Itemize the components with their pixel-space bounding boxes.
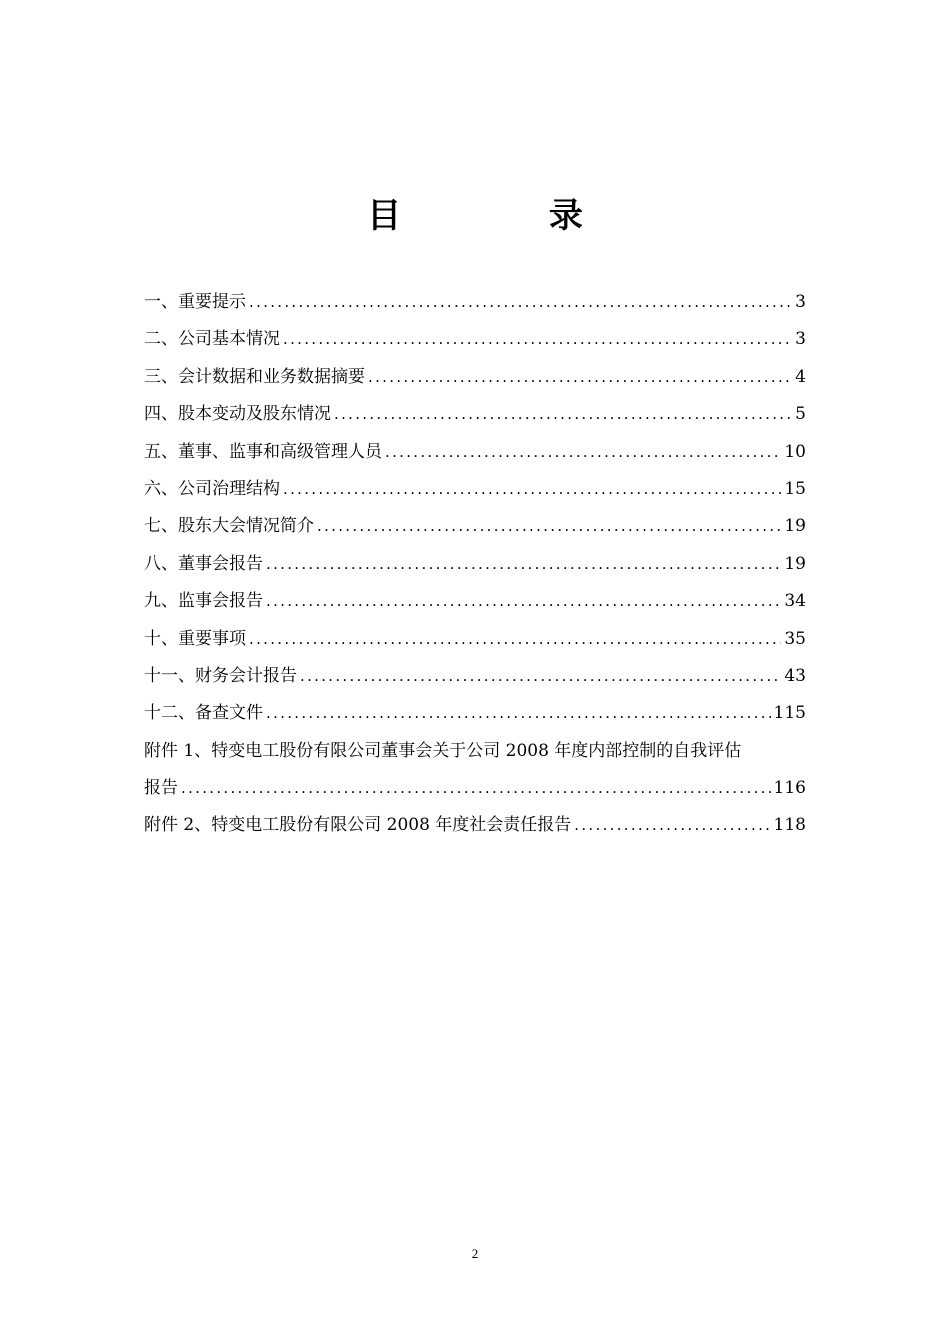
toc-entry[interactable] (144, 359, 806, 396)
toc-entry-label: 十一、财务会计报告 (144, 665, 297, 686)
toc-entry-label: 七、股东大会情况简介 (144, 516, 314, 537)
toc-entry-appendix-1-second-line[interactable] (144, 770, 806, 807)
toc-entry-label: 二、公司基本情况 (144, 329, 280, 350)
toc-entry-label: 六、公司治理结构 (144, 478, 280, 499)
toc-leader-dots (266, 695, 771, 732)
toc-entry-label: 十二、备查文件 (144, 703, 263, 724)
toc-entry-page: 116 (773, 778, 806, 799)
toc-leader-dots (283, 471, 781, 508)
page-title: 目 录 (367, 196, 651, 236)
toc-entry-label: 附件 1、特变电工股份有限公司董事会关于公司 2008 年度内部控制的自我评估 (144, 740, 742, 761)
toc-entry-page: 118 (773, 815, 806, 836)
toc-entry-page: 4 (795, 366, 806, 387)
toc-leader-dots (574, 807, 770, 844)
toc-entry[interactable] (144, 658, 806, 695)
toc-entry-page: 43 (784, 665, 806, 686)
toc-entry-label: 九、监事会报告 (144, 591, 263, 612)
toc-entry-page: 34 (784, 591, 806, 612)
toc-entry[interactable] (144, 621, 806, 658)
toc-entry-label: 一、重要提示 (144, 292, 246, 312)
toc-entry[interactable] (144, 508, 806, 545)
toc-entry[interactable] (144, 695, 806, 732)
toc-entry[interactable] (144, 396, 806, 433)
page-number: 2 (471, 1246, 479, 1261)
toc-entry-appendix-2[interactable] (144, 807, 806, 844)
toc-leader-dots (266, 583, 781, 620)
table-of-contents (144, 284, 806, 845)
toc-entry-page: 115 (773, 703, 806, 724)
toc-entry[interactable] (144, 546, 806, 583)
toc-leader-dots (181, 770, 771, 807)
toc-leader-dots (334, 396, 792, 433)
toc-entry[interactable] (144, 434, 806, 471)
toc-entry-page: 19 (784, 516, 806, 537)
toc-entry-page: 3 (795, 329, 806, 350)
toc-entry[interactable] (144, 284, 806, 321)
toc-leader-dots (283, 321, 792, 358)
toc-entry[interactable] (144, 471, 806, 508)
toc-entry[interactable] (144, 583, 806, 620)
toc-leader-dots (385, 434, 781, 471)
toc-entry-label: 四、股本变动及股东情况 (144, 404, 331, 425)
toc-leader-dots (249, 621, 781, 658)
toc-entry-page: 10 (784, 441, 806, 462)
toc-entry-label: 八、董事会报告 (144, 553, 263, 574)
toc-entry-label: 三、会计数据和业务数据摘要 (144, 366, 365, 387)
toc-entry-label: 报告 (144, 778, 178, 799)
toc-entry[interactable] (144, 321, 806, 358)
toc-entry-label: 附件 2、特变电工股份有限公司 2008 年度社会责任报告 (144, 815, 572, 836)
toc-entry-page: 35 (784, 628, 806, 649)
toc-entry-page: 19 (784, 553, 806, 574)
toc-leader-dots (249, 284, 792, 321)
toc-leader-dots (266, 546, 781, 583)
toc-entry-page: 15 (784, 478, 806, 499)
toc-entry-label: 五、董事、监事和高级管理人员 (144, 441, 382, 462)
toc-entry-page: 5 (795, 404, 806, 425)
toc-leader-dots (317, 508, 781, 545)
toc-entry-page: 3 (795, 292, 806, 312)
toc-entry-label: 十、重要事项 (144, 628, 246, 649)
toc-entry-appendix-1-first-line[interactable] (144, 733, 806, 770)
toc-leader-dots (300, 658, 781, 695)
toc-leader-dots (368, 359, 792, 396)
